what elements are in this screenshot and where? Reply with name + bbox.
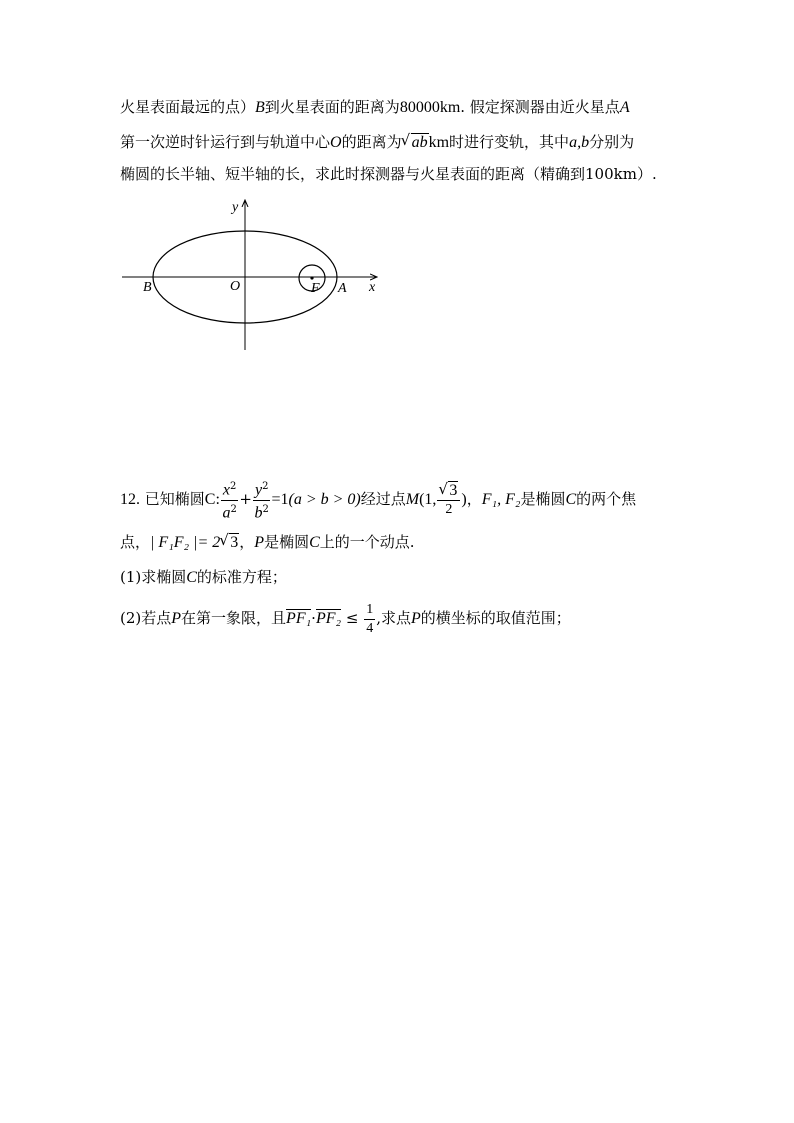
- problem12-line1: 12. 已知椭圆C: $\frac{x^2}{a^2}$ + $\frac{y^2}{b^2}$ =1(a > b > 0)经过点M(1, √ $\frac{3}{2}$ )，F₁, F₂是椭圆C的两个焦: [120, 478, 636, 518]
- problem12-line2: 点，| F₁F₂ |= 2√ 3，P是椭圆C上的一个动点.: [120, 531, 415, 554]
- problem11-line3: 椭圆的长半轴、短半轴的长，求此时探测器与火星表面的距离（精确到100km）.: [120, 165, 657, 183]
- focus-point: [310, 276, 313, 279]
- ellipse-orbit-figure: [118, 195, 388, 355]
- point-A-label: A: [338, 281, 347, 296]
- fraction-y2-b2: $\frac{y^2}{b^2}$: [253, 478, 270, 522]
- x-axis-label: x: [369, 280, 376, 295]
- problem12-question2: (2)若点P在第一象限，且PF₁·PF₂ ≤ $\frac{1}{4}$ ,求点P的横坐标的取值范围；: [120, 601, 571, 636]
- y-axis-label: y: [232, 200, 239, 215]
- point-B-label: B: [143, 280, 152, 295]
- sqrt-3: √ 3: [220, 531, 239, 554]
- origin-O-label: O: [230, 279, 241, 294]
- problem12-question1: (1)求椭圆C的标准方程；: [120, 568, 287, 586]
- problem11-line2: 第一次逆时针运行到与轨道中心O的距离为√ abkm时进行变轨，其中a,b分别为: [120, 131, 634, 154]
- fraction-1-4: $\frac{1}{4}$: [366, 601, 374, 636]
- problem11-line1: 火星表面最远的点）B到火星表面的距离为80000km. 假定探测器由近火星点A: [120, 98, 630, 116]
- sqrt-ab: √ ab: [402, 131, 429, 154]
- fraction-x2-a2: $\frac{x^2}{a^2}$: [221, 478, 238, 522]
- focus-F-label: F: [311, 281, 320, 296]
- fraction-sqrt3-2: √ $\frac{3}{2}$: [437, 482, 460, 519]
